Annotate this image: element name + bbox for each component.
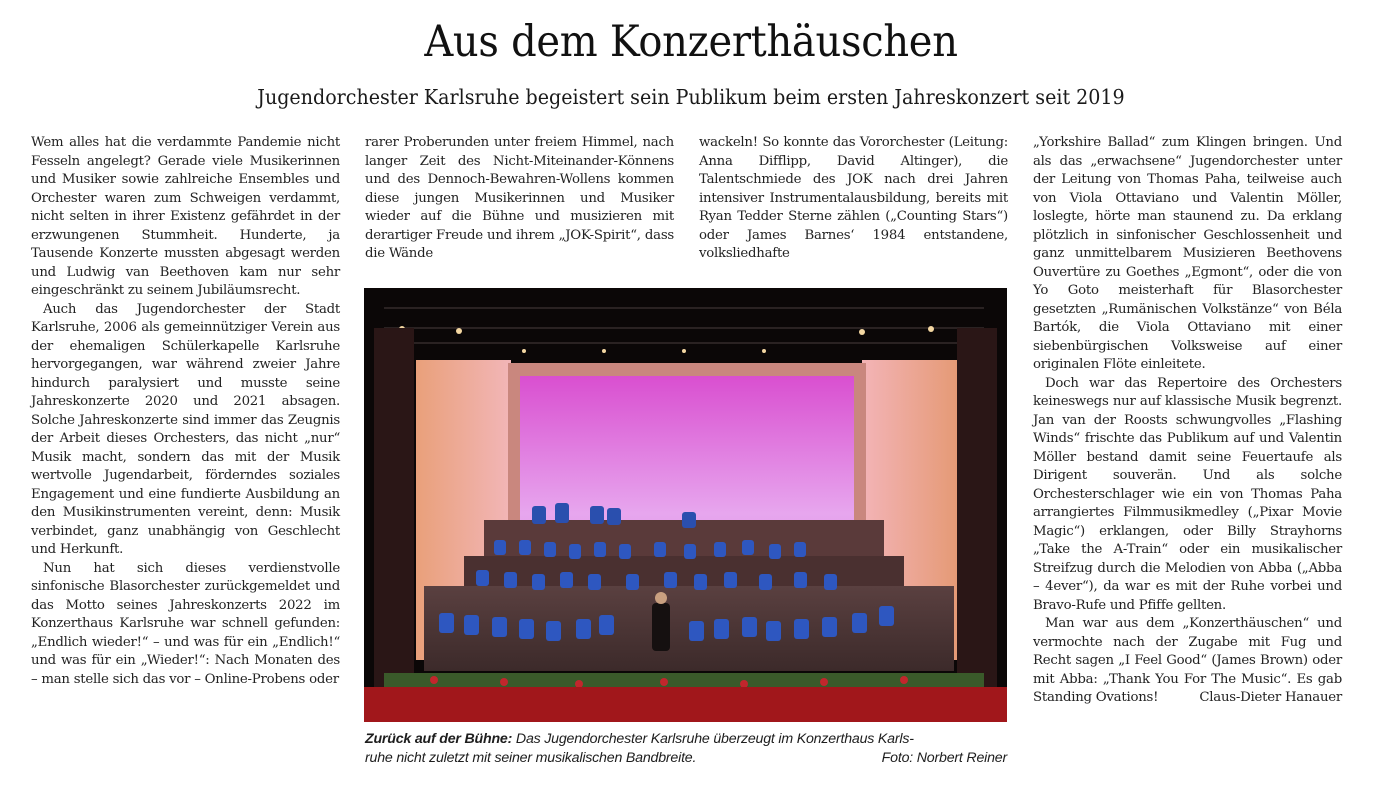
author-signature: Claus-Dieter Hanauer bbox=[1199, 690, 1342, 705]
paragraph: Man war aus dem „Konzerthäuschen“ und vermochte nach der Zugabe mit Fug und Recht sagen „I Feel Good“ (James Brown) oder mit Abba: „Thank You For The Music“. Es gab Standing Ovations! bbox=[1033, 616, 1342, 705]
text-column-2 bbox=[365, 134, 674, 264]
paragraph: rarer Proberunden unter freiem Himmel, nach langer Zeit des Nicht-Miteinander-Könnens und des Dennoch-Bewahren-Wollens kommen diese jungen Musikerinnen und Musiker wieder auf die Bühne und musizieren mit derartiger Freude und ihrem „JOK-Spirit“, dass die Wände bbox=[365, 135, 674, 261]
concert-photo-illustration bbox=[364, 288, 1007, 722]
photo-caption bbox=[365, 730, 1007, 768]
paragraph: wackeln! So konnte das Vororchester (Leitung: Anna Difflipp, David Altinger), die Talentschmiede des JOK nach drei Jahren intensiver Instrumentalausbildung, bereits mit Ryan Tedder Sterne zählen („Counting Stars“) oder James Barnes‘ 1984 entstandene, volksliedhafte bbox=[699, 135, 1008, 261]
text-column-4 bbox=[1033, 134, 1342, 708]
caption-lead: Zurück auf der Bühne: bbox=[365, 731, 513, 747]
caption-text-line1: Das Jugendorchester Karlsruhe überzeugt im Konzerthaus Karls- bbox=[515, 731, 914, 747]
text-column-3 bbox=[699, 134, 1008, 264]
paragraph: Doch war das Repertoire des Orchesters keineswegs nur auf klassische Musik begrenzt. Jan van der Roosts schwungvolles „Flashing Winds“ frischte das Publikum auf und Valentin Möller bestand damit seine Feuertaufe als Dirigent souverän. Und als solche Orchesterschlager wie ein von Thomas Paha arrangiertes Filmmusikmedley („Pixar Movie Magic“) erklangen, oder Billy Strayhorns „Take the A-Train“ oder ein musikalischer Streifzug durch die Melodien von Abba („Abba – 4ever“), da war es mit der Ruhe vorbei und Bravo-Rufe und Pfiffe gellten. bbox=[1033, 375, 1342, 613]
photo-credit: Foto: Norbert Reiner bbox=[881, 750, 1007, 766]
text-column-1 bbox=[31, 134, 340, 689]
conductor-figure bbox=[652, 603, 670, 651]
paragraph: Wem alles hat die verdammte Pandemie nicht Fesseln angelegt? Gerade viele Musikerinnen und Musiker sowie zahlreiche Ensembles und Orchester waren zum Schweigen verdammt, nicht selten in ihrer Existenz gefährdet in der erzwungenen Stummheit. Hunderte, ja Tausende Konzerte mussten abgesagt werden und Ludwig van Beethoven kam nur sehr eingeschränkt zu seinem Jubiläumsrecht. bbox=[31, 135, 340, 298]
article-subtitle: Jugendorchester Karlsruhe begeistert sein Publikum beim ersten Jahreskonzert seit 2019 bbox=[257, 85, 1125, 109]
concert-photo bbox=[364, 288, 1007, 722]
paragraph: Auch das Jugendorchester der Stadt Karlsruhe, 2006 als gemeinnütziger Verein aus der ehemaligen Schülerkapelle Karlsruhe hervorgegangen, war während zweier Jahre hindurch paralysiert und musste seine Jahreskonzerte 2020 und 2021 absagen. Solche Jahreskonzerte sind immer das Zeugnis der Arbeit dieses Orchesters, das nicht „nur“ Musik macht, sondern das mit der Musik wertvolle Jugendarbeit, förderndes soziales Engagement und eine fundierte Ausbildung an den Musikinstrumenten vereint, denn: Musik verbindet, ganz unabhängig von Geschlecht und Herkunft. bbox=[31, 301, 340, 557]
article-title: Aus dem Konzerthäuschen bbox=[424, 17, 958, 67]
paragraph: Nun hat sich dieses verdienstvolle sinfonische Blasorchester zurückgemeldet und das Motto seines Jahreskonzerts 2022 im Konzerthaus Karlsruhe war schnell gefunden: „Endlich wieder!“ – und was für ein „Endlich!“ und was für ein „Wieder!“: Nach Monaten des – man stelle sich das vor – Online-Probens oder bbox=[31, 560, 340, 687]
paragraph: „Yorkshire Ballad“ zum Klingen bringen. Und als das „erwachsene“ Jugendorchester unter der Leitung von Thomas Paha, teilweise auch von Viola Ottaviano und Valentin Möller, loslegte, hörte man staunend zu. Da erklang plötzlich in sinfonischer Geschlossenheit und ganz unmittelbarem Musizieren Beethovens Ouvertüre zu Goethes „Egmont“, oder die von Yo Goto meisterhaft für Blasorchester gesetzten „Rumänischen Volkstänze“ von Béla Bartók, die Viola Ottaviano mit einer siebenbürgischen Volksweise auf einer originalen Flöte einleitete. bbox=[1033, 135, 1342, 372]
caption-text-line2: ruhe nicht zuletzt mit seiner musikalischen Bandbreite. bbox=[365, 750, 697, 766]
